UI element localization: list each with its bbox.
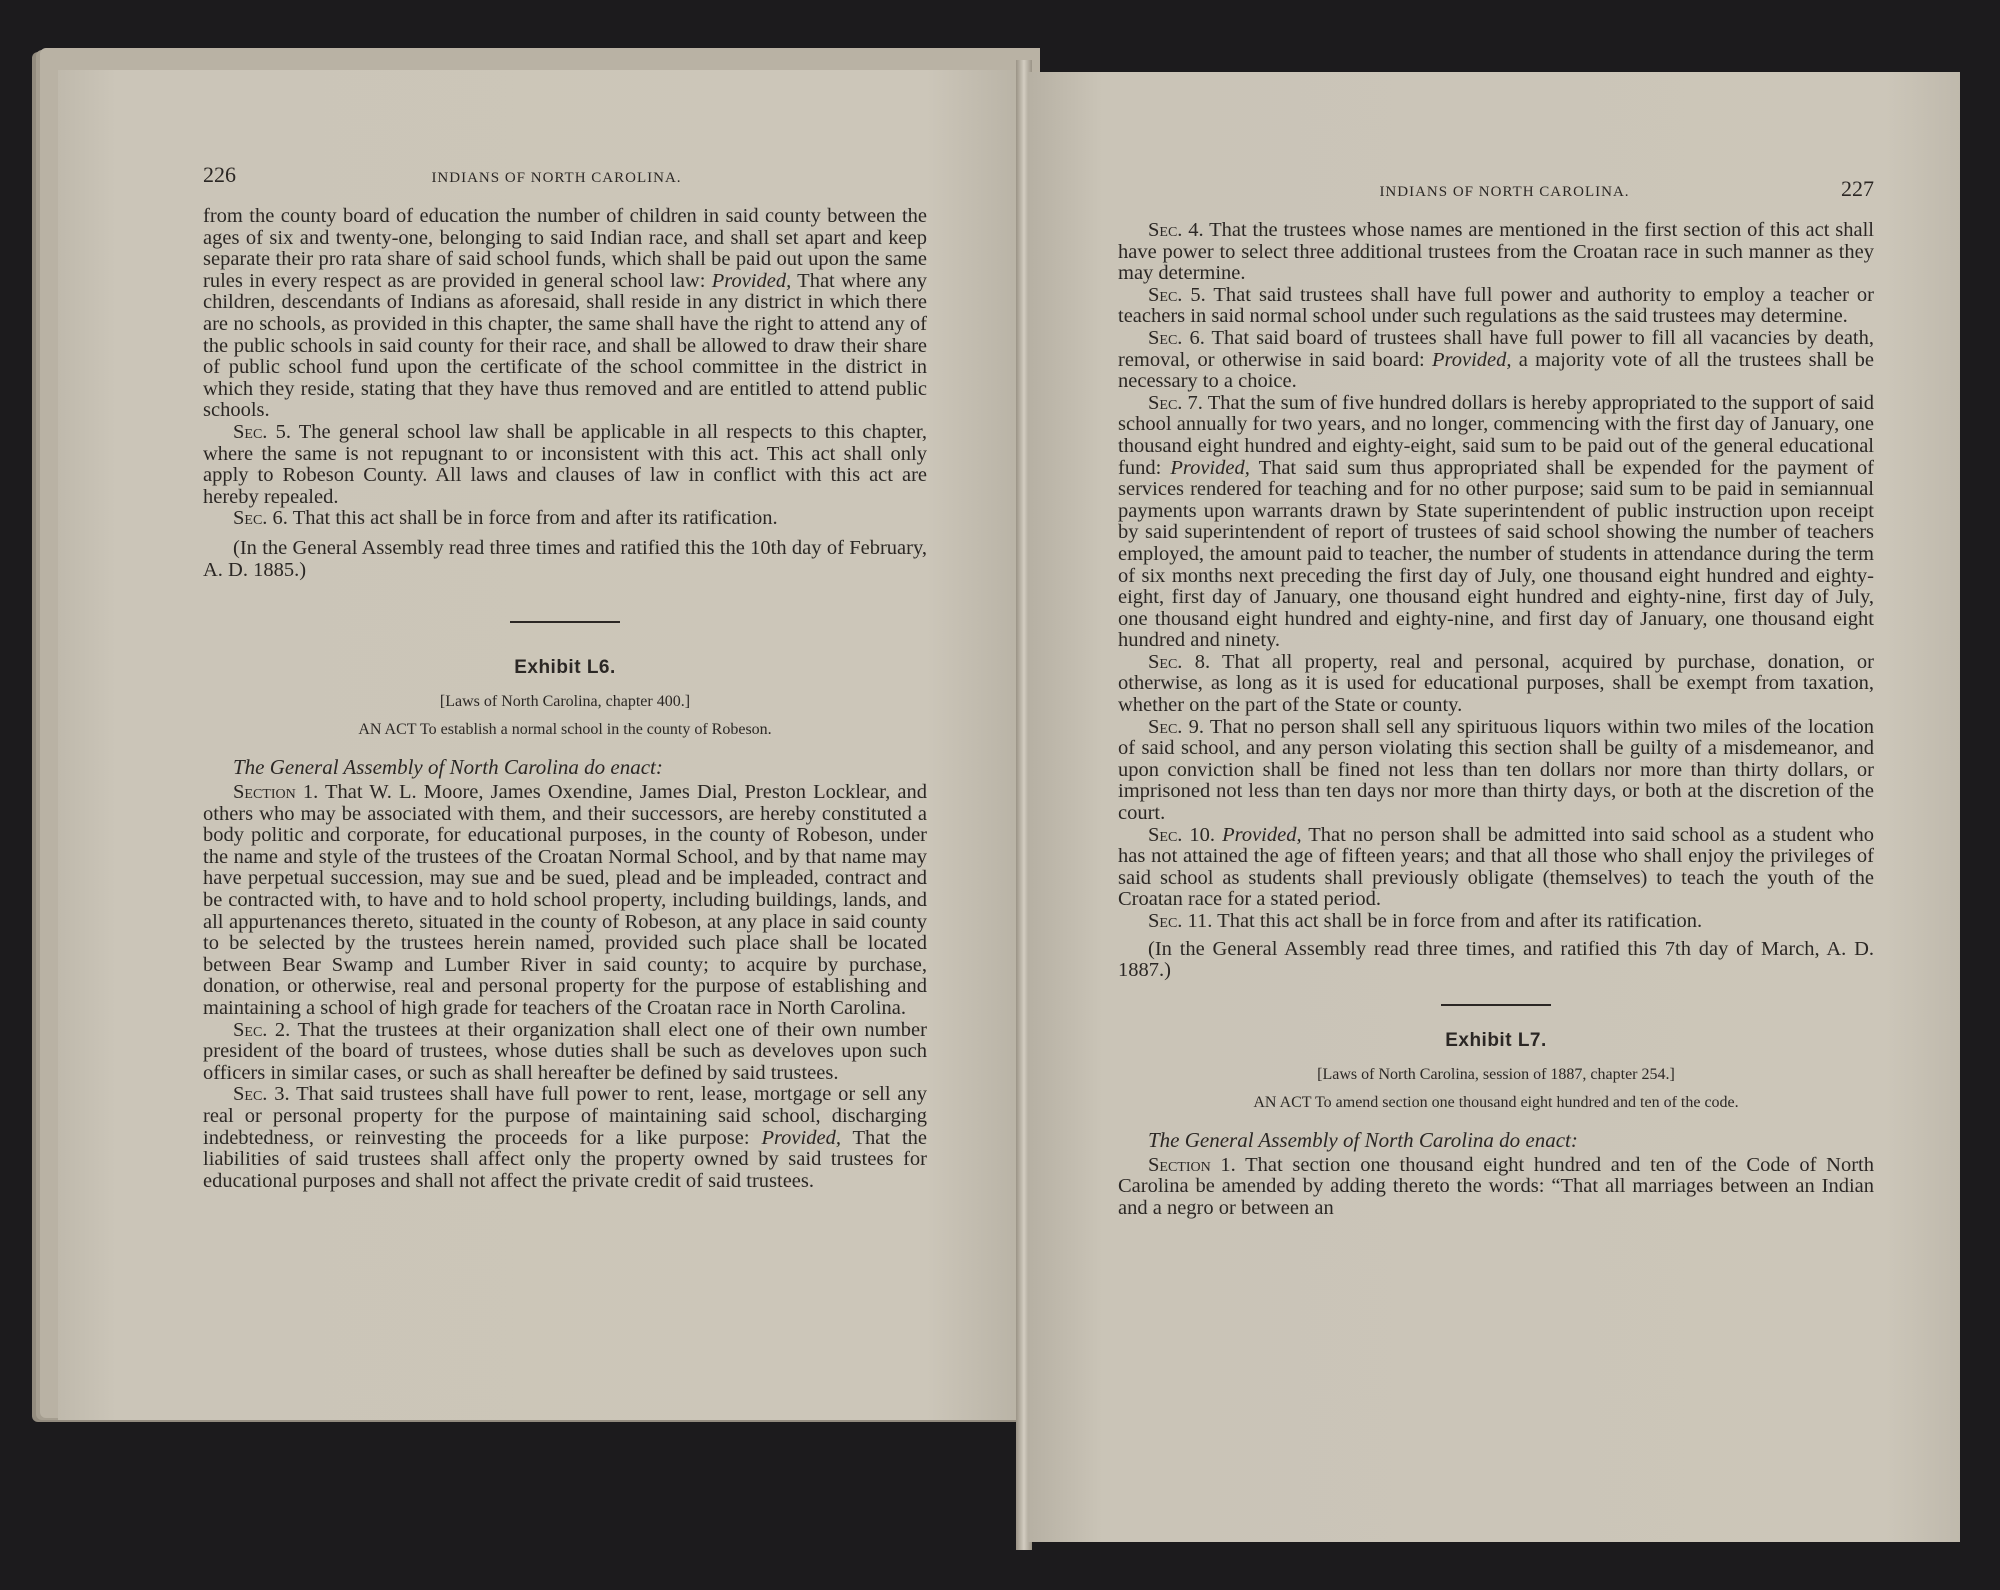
left-page — [58, 70, 1023, 1420]
right-running-title: INDIANS OF NORTH CAROLINA. — [1379, 184, 1630, 200]
right-running-head — [1118, 176, 1874, 202]
right-ratified-note: (In the General Assembly read three times, and ratified this 7th day of March, A. D. 1887.) — [1118, 937, 1874, 982]
left-running-head — [203, 162, 927, 188]
right-section-1: Section 1. That section one thousand eight hundred and ten of the Code of North Carolina be amended by adding thereto the words: “That all marriages between an Indian and a negro or between an — [1118, 1153, 1874, 1219]
left-paragraph-continuation: from the county board of education the number of children in said county between the ages of six and twenty-one, belonging to said Indian race, and shall set apart and keep separate their pro rata share of said school funds, which shall be paid out upon the same rules in every respect as are provided in general school law: Provided, That where any children, descendants of Indians as aforesaid, shall reside in any district in which there are no schools, as provided in this chapter, the same shall have the right to attend any of the public schools in said county for their race, and shall be allowed to draw their share of public school fund upon the certificate of the school committee in the district in which they reside, stating that they have thus removed and are entitled to attend public schools. — [203, 205, 928, 422]
right-sec-10: Sec. 10. Provided, That no person shall be admitted into said school as a student who has not attained the age of fifteen years; and that all those who shall enjoy the privileges of said school as students shall previously obligate (themselves) to teach the youth of the Croatan race for a stated period. — [1118, 823, 1874, 911]
left-sec-5: Sec. 5. The general school law shall be applicable in all respects to this chapter, where the same is not repugnant to or inconsistent with this act. This act shall only apply to Robeson County. All laws and clauses of law in conflict with this act are hereby repealed. — [203, 420, 927, 508]
left-page-number: 226 — [203, 162, 236, 187]
exhibit-l7-citation: [Laws of North Carolina, session of 1887, chapter 254.] — [1317, 1065, 1675, 1083]
left-sec-6: Sec. 6. That this act shall be in force from and after its ratification. — [233, 507, 778, 530]
right-sec-7: Sec. 7. That the sum of five hundred dollars is hereby appropriated to the support of said school annually for two years, and no longer, commencing with the first day of January, one thousand eight hundred and eighty-eight, said sum to be paid out of the general educational fund: Provided, That said sum thus appropriated shall be expended for the payment of services rendered for teaching and for no other purpose; said sum to be paid in semiannual payments upon warrants drawn by State superintendent of public instruction upon receipt by said superintendent of report of trustees of said school showing the number of teachers employed, the amount paid to teacher, the number of students in attendance during the term of six months next preceding the first day of July, one thousand eight hundred and eighty-eight, first day of January, one thousand eight hundred and eighty-nine, first day of July, one thousand eight hundred and eighty-nine, and first day of January, one thousand eight hundred and ninety. — [1118, 391, 1874, 652]
left-section-1: Section 1. That W. L. Moore, James Oxendine, James Dial, Preston Locklear, and others who may be associated with them, and their successors, are hereby constituted a body politic and corporate, for educational purposes, in the county of Robeson, under the name and style of the trustees of the Croatan Normal School, and by that name may have perpetual succession, may sue and be sued, plead and be impleaded, contract and be contracted with, to have and to hold school property, including buildings, lands, and all appurtenances thereto, situated in the county of Robeson, at any place in said county to be selected by the trustees herein named, provided such place shall be located between Bear Swamp and Lumber River in said county; to acquire by purchase, donation, or otherwise, real and personal property for the purpose of establishing and maintaining a school of high grade for teachers of the Croatan race in North Carolina. — [203, 781, 927, 1020]
right-sec-6: Sec. 6. That said board of trustees shall have full power to fill all vacancies by death, removal, or otherwise in said board: Provided, a majority vote of all the trustees shall be necessary to a choice. — [1118, 326, 1875, 393]
right-sec-8: Sec. 8. That all property, real and personal, acquired by purchase, donation, or otherwise, as long as it is used for educational purposes, shall be exempt from taxation, whether on the part of the State or county. — [1118, 650, 1874, 717]
right-sec-4: Sec. 4. That the trustees whose names are mentioned in the first section of this act shall have power to select three additional trustees from the Croatan race in such manner as they may determine. — [1118, 219, 1874, 285]
exhibit-l6-title: Exhibit L6. — [514, 657, 616, 679]
right-section-rule — [1441, 1004, 1551, 1006]
right-sec-5: Sec. 5. That said trustees shall have full power and authority to employ a teacher or teachers in said normal school under such regulations as the said trustees may determine. — [1118, 283, 1874, 328]
left-running-title: INDIANS OF NORTH CAROLINA. — [431, 170, 682, 186]
exhibit-l6-act-title: AN ACT To establish a normal school in the county of Robeson. — [358, 721, 772, 739]
exhibit-l7-act-title: AN ACT To amend section one thousand eight hundred and ten of the code. — [1253, 1093, 1739, 1111]
exhibit-l7-enacting-clause: The General Assembly of North Carolina do enact: — [1148, 1127, 1578, 1152]
right-page — [1028, 72, 1960, 1542]
left-section-rule — [510, 621, 620, 623]
left-sec-3: Sec. 3. That said trustees shall have full power to rent, lease, mortgage or sell any real or personal property for the purpose of maintaining said school, discharging indebtedness, or reinvesting the proceeds for a like purpose: Provided, That the liabilities of said trustees shall affect only the property owned by said trustees for educational purposes and shall not affect the private credit of said trustees. — [203, 1083, 927, 1192]
exhibit-l6-citation: [Laws of North Carolina, chapter 400.] — [439, 693, 691, 711]
left-sec-2: Sec. 2. That the trustees at their organization shall elect one of their own number president of the board of trustees, whose duties shall be such as develoves upon such officers in similar cases, or such as shall hereafter be defined by said trustees. — [203, 1018, 927, 1084]
right-sec-11: Sec. 11. That this act shall be in force from and after its ratification. — [1148, 910, 1703, 932]
left-ratified-note: (In the General Assembly read three times and ratified this the 10th day of February, A. D. 1885.) — [203, 536, 927, 581]
right-page-number: 227 — [1840, 176, 1874, 201]
exhibit-l6-enacting-clause: The General Assembly of North Carolina do enact: — [233, 755, 663, 780]
exhibit-l7-title: Exhibit L7. — [1445, 1029, 1547, 1051]
right-sec-9: Sec. 9. That no person shall sell any spirituous liquors within two miles of the location of said school, and any person violating this section shall be guilty of a misdemeanor, and upon conviction shall be fined not less than ten dollars nor more than thirty dollars, or imprisoned not less than ten days nor more than thirty days, or both at the discretion of the court. — [1118, 715, 1874, 825]
